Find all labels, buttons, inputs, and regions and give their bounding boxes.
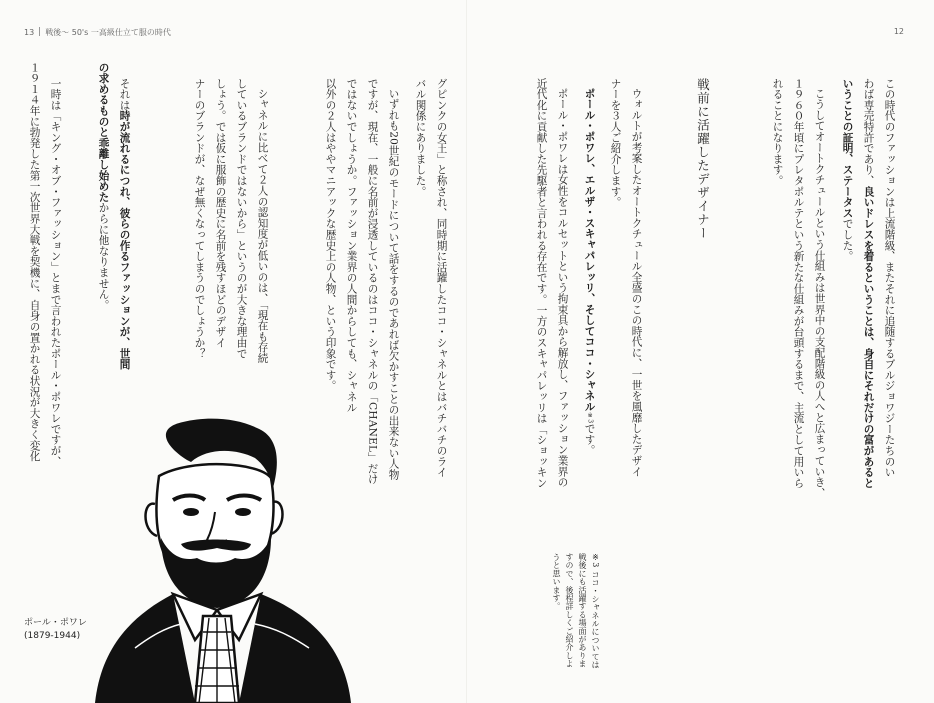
body-column: ポール・ポワレは女性をコルセットという拘束具から解放し、ファッション業界の (556, 88, 569, 488)
body-column: ナーのブランドが、なぜ無くなってしまうのでしょうか？ (193, 78, 206, 359)
body-column: の求めるものと乖離し始めたからに他なりません。 (97, 62, 110, 311)
body-column: １９１４年に勃発した第一次世界大戦を契機に、自身の置かれる状況が大きく変化 (28, 62, 41, 462)
footnote-marker: ※3 (586, 412, 594, 424)
running-header-left (24, 27, 171, 38)
body-column: しょう。では仮に服飾の歴史に名前を残すほどのデザイ (214, 78, 227, 348)
chapter-title: 戦後〜 50's 一高級仕立て服の時代 (45, 28, 171, 37)
body-column: 以外の２人はややマニアックな歴史上の人物、という印象です。 (324, 78, 337, 392)
body-column: ではないでしょうか。ファッション業界の人間からしても、シャネル (345, 78, 358, 413)
portrait-caption (24, 617, 87, 643)
body-column: こうしてオートクチュールという仕組みは世界中の支配階級の人へと広まっていき、 (813, 88, 826, 499)
section-heading: 戦前に活躍したデザイナー (695, 78, 711, 240)
body-column: この時代のファッションは上流階級、またそれに追随するブルジョワジーたちのい (883, 78, 896, 478)
body-column: しているブランドではないから」というのが大きな理由で (235, 78, 248, 359)
body-column: シャネルに比べて２人の認知度が低いのは、「現在も存続 (256, 88, 269, 364)
caption-name: ポール・ポワレ (24, 618, 87, 628)
body-column: いうことの証明、ステータスでした。 (841, 78, 854, 262)
footnote-line: ※3 ココ・シャネルについては (591, 553, 600, 669)
page-number-right: 12 (893, 27, 904, 36)
body-column: わば専売特許であり、良いドレスを着るということは、身自にそれだけの富があると (862, 78, 875, 489)
body-column: バル関係にありました。 (414, 78, 427, 197)
footnote-line: 戦後にも活躍する場面がありま (578, 553, 587, 668)
body-column: ナーを３人ご紹介します。 (609, 78, 622, 208)
body-column: ウォルトが考案したオートクチュール全盛のこの時代に、一世を風靡したデザイ (630, 88, 643, 477)
body-column: いずれも20世紀のモードについて話をするのであれば欠かすことの出来ない人物 (387, 88, 400, 480)
page-gutter (466, 0, 467, 703)
caption-years: (1879-1944) (24, 631, 81, 641)
footnote-line: うと思います。 (552, 553, 561, 611)
body-column: れることになります。 (771, 78, 784, 186)
body-column: 近代化に貢献した先駆者と言われる存在です。一方のスキャパレッリは「ショッキン (535, 78, 548, 489)
page-number-left: 13 (24, 28, 35, 37)
poiret-portrait-illustration (95, 418, 351, 703)
body-column: それは時が流れるにつれ、彼らの作るファッションが、世間 (118, 78, 131, 370)
body-column: ポール・ポワレ、エルザ・スキャパレッリ、そしてココ・シャネル※3です。 (583, 88, 596, 456)
body-column: ですが、現在、一般に名前が浸透しているのはココ・シャネルの「CHANEL」だけ (366, 78, 379, 485)
body-column: グピンクの女王」と称され、同時期に活躍したココ・シャネルとはバチバチのライ (435, 78, 448, 478)
body-column: １９６０年頃にプレタポルテという新たな仕組みが台頭するまで、主流として用いら (792, 78, 805, 489)
body-column: 一時は「キング・オブ・ファッション」とまで言われたポール・ポワレですが、 (49, 78, 62, 467)
header-divider (39, 27, 40, 36)
footnote-line: すので、後程詳しくご紹介しよ (565, 553, 574, 668)
